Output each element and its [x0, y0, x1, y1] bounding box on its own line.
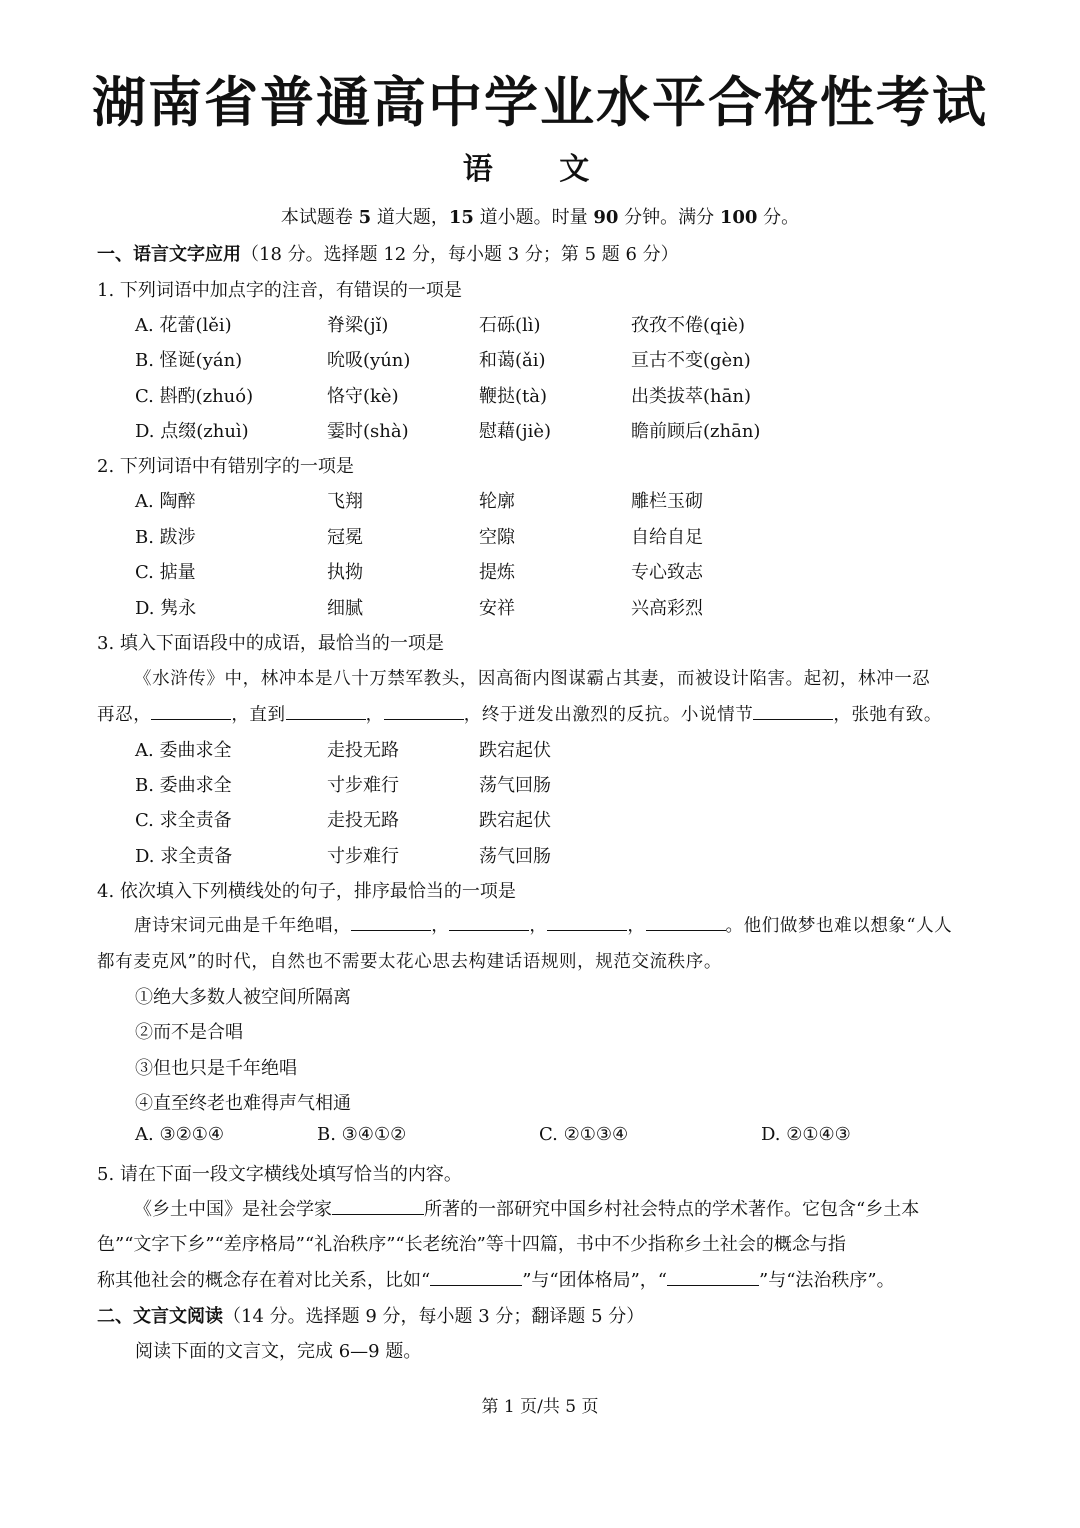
option-cell: 出类拔萃(hān)	[631, 386, 751, 407]
option-cell: B. 委曲求全	[135, 775, 232, 796]
intro-text: 分。	[757, 207, 800, 228]
passage-text: 所著的一部研究中国乡村社会特点的学术著作。它包含“乡土本	[424, 1199, 920, 1220]
option-cell: A. ③②①④	[135, 1124, 224, 1145]
option-cell: C. 求全责备	[135, 810, 232, 831]
passage-text: ，	[529, 916, 548, 936]
option-cell: 冠冕	[327, 527, 363, 548]
passage-text: ，	[431, 916, 450, 936]
answer-blank	[430, 1269, 522, 1286]
intro-text: 道大题，	[371, 207, 449, 228]
option-cell: 慰藉(jiè)	[479, 421, 552, 442]
option-cell: 专心致志	[631, 562, 703, 583]
option-cell: 鞭挞(tà)	[479, 386, 548, 407]
passage-text: ，	[627, 916, 646, 936]
exam-title: 湖南省普通高中学业水平合格性考试	[92, 70, 988, 134]
answer-blank	[384, 703, 464, 720]
option-cell: D. 点缀(zhuì)	[135, 421, 249, 442]
option-cell: 轮廓	[479, 491, 515, 512]
section-title: 一、语言文字应用	[97, 244, 241, 265]
option-cell: A. 陶醉	[135, 491, 196, 512]
option-cell: 寸步难行	[327, 775, 399, 796]
answer-blank	[151, 703, 231, 720]
option-cell: 走投无路	[327, 810, 399, 831]
option-cell: 孜孜不倦(qiè)	[631, 315, 745, 336]
sentence-item: ③但也只是千年绝唱	[135, 1058, 297, 1079]
passage-line	[97, 1266, 987, 1292]
option-cell: 跌宕起伏	[479, 810, 551, 831]
option-cell: 荡气回肠	[479, 775, 551, 796]
passage-text: ，终于迸发出激烈的反抗。小说情节	[463, 705, 754, 725]
section-heading	[97, 1302, 644, 1328]
option-cell: A. 花蕾(lěi)	[135, 315, 232, 336]
answer-blank	[332, 1198, 424, 1215]
option-cell: 寸步难行	[327, 846, 399, 867]
passage-text: 再忍，	[97, 705, 152, 725]
question-4-stem: 4. 依次填入下列横线处的句子，排序最恰当的一项是	[97, 881, 516, 902]
answer-blank	[547, 914, 627, 931]
sentence-item: ②而不是合唱	[135, 1022, 243, 1043]
passage-line: 《水浒传》中，林冲本是八十万禁军教头，因高衙内图谋霸占其妻，而被设计陷害。起初，林冲一忍	[134, 669, 931, 689]
subject-title: 语 文	[462, 152, 618, 187]
option-cell: 提炼	[479, 562, 515, 583]
question-1-stem: 1. 下列词语中加点字的注音，有错误的一项是	[97, 280, 462, 301]
option-cell: C. 掂量	[135, 562, 196, 583]
option-cell: D. ②①④③	[761, 1124, 851, 1145]
intro-number: 90	[593, 207, 619, 228]
page-footer: 第 1 页/共 5 页	[481, 1397, 599, 1417]
question-3-stem: 3. 填入下面语段中的成语，最恰当的一项是	[97, 633, 444, 654]
option-cell: 和蔼(ǎi)	[479, 350, 546, 371]
answer-blank	[753, 703, 833, 720]
option-cell: D. 求全责备	[135, 846, 233, 867]
option-cell: B. 跋涉	[135, 527, 196, 548]
option-cell: 执拗	[327, 562, 363, 583]
answer-blank	[286, 703, 366, 720]
option-cell: 恪守(kè)	[327, 386, 399, 407]
option-cell: 跌宕起伏	[479, 740, 551, 761]
option-cell: C. 斟酌(zhuó)	[135, 386, 254, 407]
intro-number: 15	[448, 207, 474, 228]
passage-text: 。他们做梦也难以想象“人人	[725, 916, 953, 936]
passage-text: ”与“法治秩序”。	[759, 1270, 895, 1291]
option-cell: 霎时(shà)	[327, 421, 409, 442]
passage-text: ”与“团体格局”，“	[522, 1270, 668, 1291]
passage-text: ，直到	[231, 705, 286, 725]
answer-blank	[646, 914, 726, 931]
option-cell: 荡气回肠	[479, 846, 551, 867]
option-cell: 空隙	[479, 527, 515, 548]
passage-line: 色”“文字下乡”“差序格局”“礼治秩序”“长老统治”等十四篇，书中不少指称乡土社会的概念与指	[97, 1234, 846, 1255]
sentence-item: ④直至终老也难得声气相通	[135, 1093, 351, 1114]
passage-line	[97, 701, 987, 726]
passage-line	[97, 1195, 987, 1221]
question-5-stem: 5. 请在下面一段文字横线处填写恰当的内容。	[97, 1164, 462, 1185]
option-cell: 亘古不变(gèn)	[631, 350, 751, 371]
sentence-item: ①绝大多数人被空间所隔离	[135, 987, 351, 1008]
option-cell: 细腻	[327, 598, 363, 619]
option-cell: 兴高彩烈	[631, 598, 703, 619]
passage-text: 称其他社会的概念存在着对比关系，比如“	[97, 1270, 431, 1291]
option-cell: 瞻前顾后(zhān)	[631, 421, 761, 442]
option-cell: 安祥	[479, 598, 515, 619]
option-cell: B. ③④①②	[317, 1124, 407, 1145]
passage-text: 《乡土中国》是社会学家	[134, 1199, 332, 1220]
intro-text: 本试题卷	[280, 207, 359, 228]
passage-text: ，	[365, 705, 384, 725]
intro-number: 5	[358, 207, 372, 228]
passage-text: 唐诗宋词元曲是千年绝唱，	[134, 916, 352, 936]
section-note: （14 分。选择题 9 分，每小题 3 分；翻译题 5 分）	[223, 1306, 645, 1327]
passage-line	[97, 912, 987, 937]
option-cell: 走投无路	[327, 740, 399, 761]
intro-text: 道小题。时量	[473, 207, 594, 228]
answer-blank	[351, 914, 431, 931]
exam-intro	[0, 203, 1080, 229]
option-cell: 脊梁(jǐ)	[327, 315, 389, 336]
intro-text: 分钟。满分	[618, 207, 720, 228]
section-note: （18 分。选择题 12 分，每小题 3 分；第 5 题 6 分）	[241, 244, 679, 265]
option-cell: 石砾(lì)	[479, 315, 541, 336]
option-cell: A. 委曲求全	[135, 740, 232, 761]
question-2-stem: 2. 下列词语中有错别字的一项是	[97, 456, 354, 477]
option-cell: C. ②①③④	[539, 1124, 629, 1145]
reading-instruction: 阅读下面的文言文，完成 6—9 题。	[135, 1341, 422, 1362]
answer-blank	[667, 1269, 759, 1286]
option-cell: 飞翔	[327, 491, 363, 512]
passage-text: ，张弛有致。	[833, 705, 942, 725]
section-title: 二、文言文阅读	[97, 1306, 223, 1327]
option-cell: B. 怪诞(yán)	[135, 350, 243, 371]
section-heading	[97, 240, 679, 266]
option-cell: D. 隽永	[135, 598, 197, 619]
option-cell: 雕栏玉砌	[631, 491, 703, 512]
option-cell: 自给自足	[631, 527, 703, 548]
answer-blank	[449, 914, 529, 931]
intro-number: 100	[719, 207, 758, 228]
passage-line: 都有麦克风”的时代，自然也不需要太花心思去构建话语规则，规范交流秩序。	[97, 952, 722, 972]
option-cell: 吮吸(yún)	[327, 350, 411, 371]
